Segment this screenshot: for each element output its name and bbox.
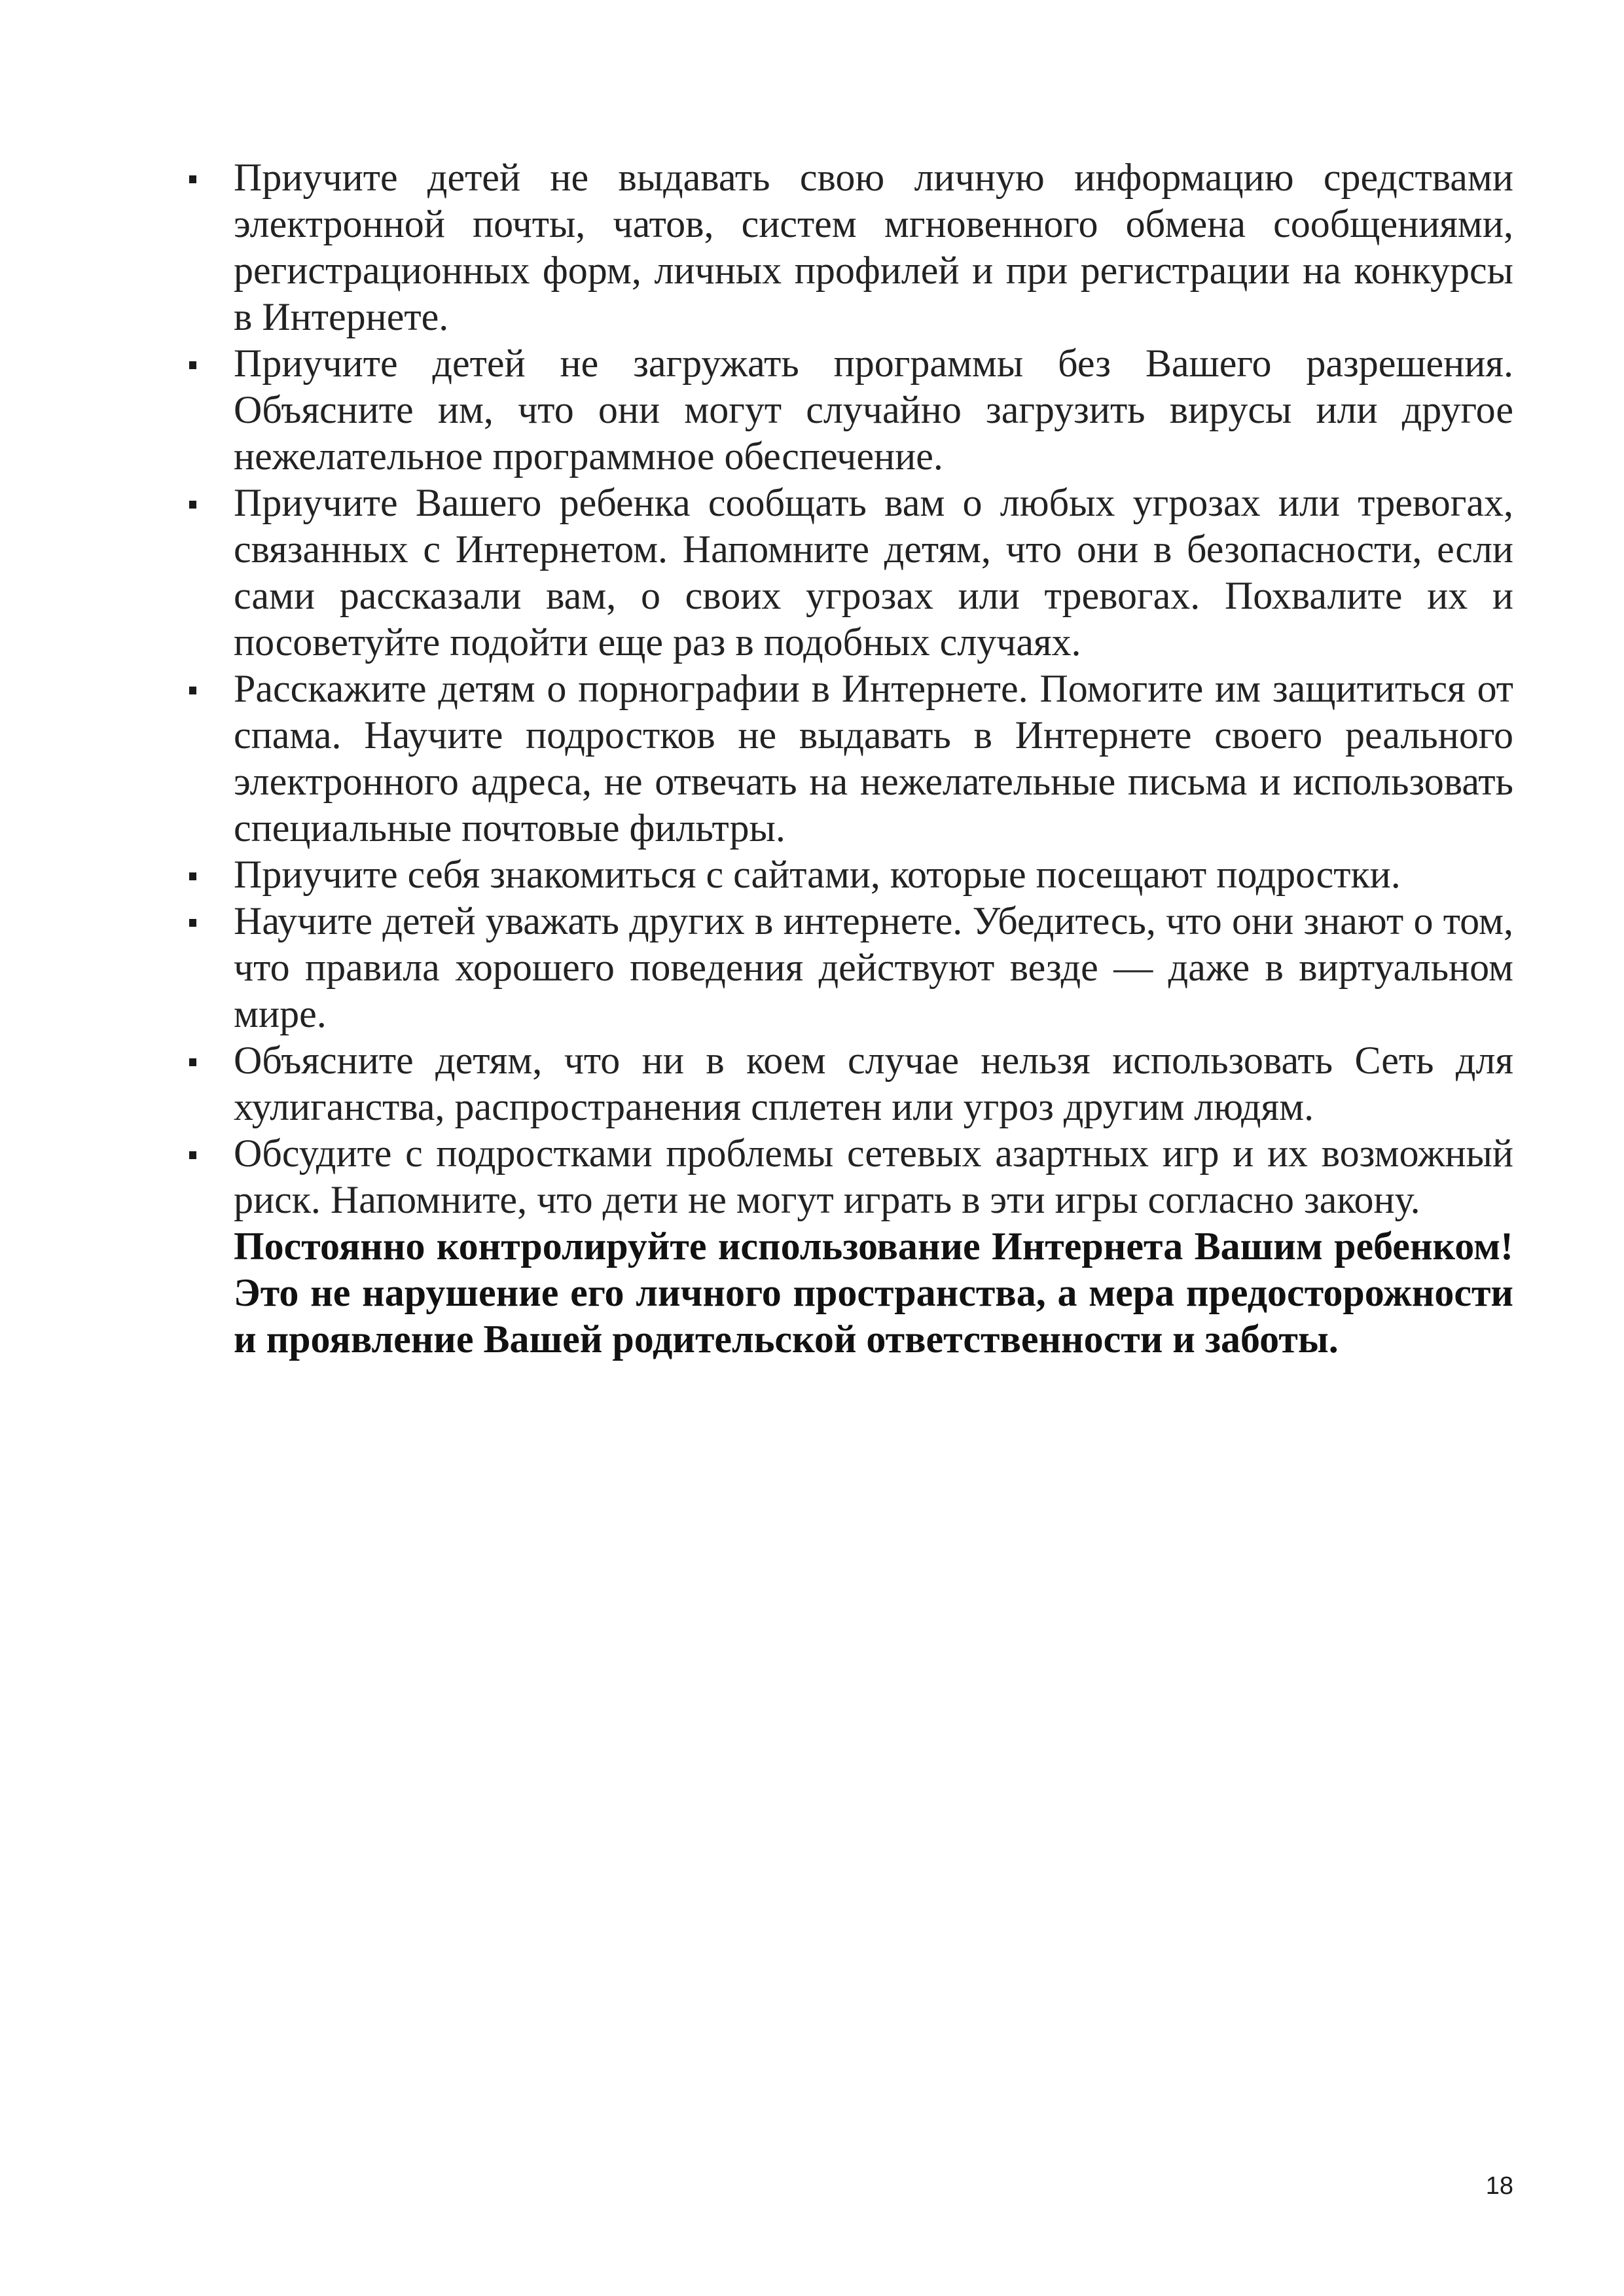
list-item bbox=[234, 898, 1513, 1037]
list-item bbox=[234, 1037, 1513, 1130]
square-bullet-icon bbox=[189, 919, 196, 927]
square-bullet-icon bbox=[189, 1058, 196, 1066]
list-item bbox=[234, 154, 1513, 340]
list-item bbox=[234, 666, 1513, 852]
advice-list bbox=[234, 154, 1513, 1223]
page-content bbox=[234, 154, 1513, 1363]
page-number: 18 bbox=[1485, 2172, 1513, 2200]
list-item-text: Расскажите детям о порнографии в Интернете. Помогите им защититься от спама. Научите подростков не выдавать в Интернете своего реального электронного адреса, не отвечать на нежелательные письма и использовать специальные почтовые фильтры. bbox=[234, 667, 1513, 850]
square-bullet-icon bbox=[189, 687, 196, 694]
list-item-text: Приучите детей не загружать программы без Вашего разрешения. Объясните им, что они могут случайно загрузить вирусы или другое нежелательное программное обеспечение. bbox=[234, 342, 1513, 478]
list-item bbox=[234, 480, 1513, 666]
square-bullet-icon bbox=[189, 501, 196, 509]
list-item-text: Приучите Вашего ребенка сообщать вам о любых угрозах или тревогах, связанных с Интернетом. Напомните детям, что они в безопасности, если сами рассказали вам, о своих угрозах или тревогах. Похвалите их и посоветуйте подойти еще раз в подобных случаях. bbox=[234, 481, 1513, 664]
list-item bbox=[234, 1130, 1513, 1223]
square-bullet-icon bbox=[189, 1151, 196, 1159]
list-item bbox=[234, 852, 1513, 898]
list-item-text: Обсудите с подростками проблемы сетевых азартных игр и их возможный риск. Напомните, что дети не могут играть в эти игры согласно закону. bbox=[234, 1132, 1513, 1221]
list-item-text: Приучите себя знакомиться с сайтами, которые посещают подростки. bbox=[234, 853, 1401, 896]
list-item-text: Приучите детей не выдавать свою личную информацию средствами электронной почты, чатов, систем мгновенного обмена сообщениями, регистрационных форм, личных профилей и при регистрации на конкурсы в Интернете. bbox=[234, 156, 1513, 338]
list-item bbox=[234, 340, 1513, 480]
square-bullet-icon bbox=[189, 872, 196, 880]
list-item-text: Научите детей уважать других в интернете. Убедитесь, что они знают о том, что правила хорошего поведения действуют везде — даже в виртуальном мире. bbox=[234, 899, 1513, 1035]
square-bullet-icon bbox=[189, 175, 196, 183]
closing-statement: Постоянно контролируйте использование Интернета Вашим ребенком! Это не нарушение его личного пространства, а мера предосторожности и проявление Вашей родительской ответственности и заботы. bbox=[234, 1225, 1513, 1361]
list-item-text: Объясните детям, что ни в коем случае нельзя использовать Сеть для хулиганства, распространения сплетен или угроз другим людям. bbox=[234, 1039, 1513, 1128]
square-bullet-icon bbox=[189, 361, 196, 369]
